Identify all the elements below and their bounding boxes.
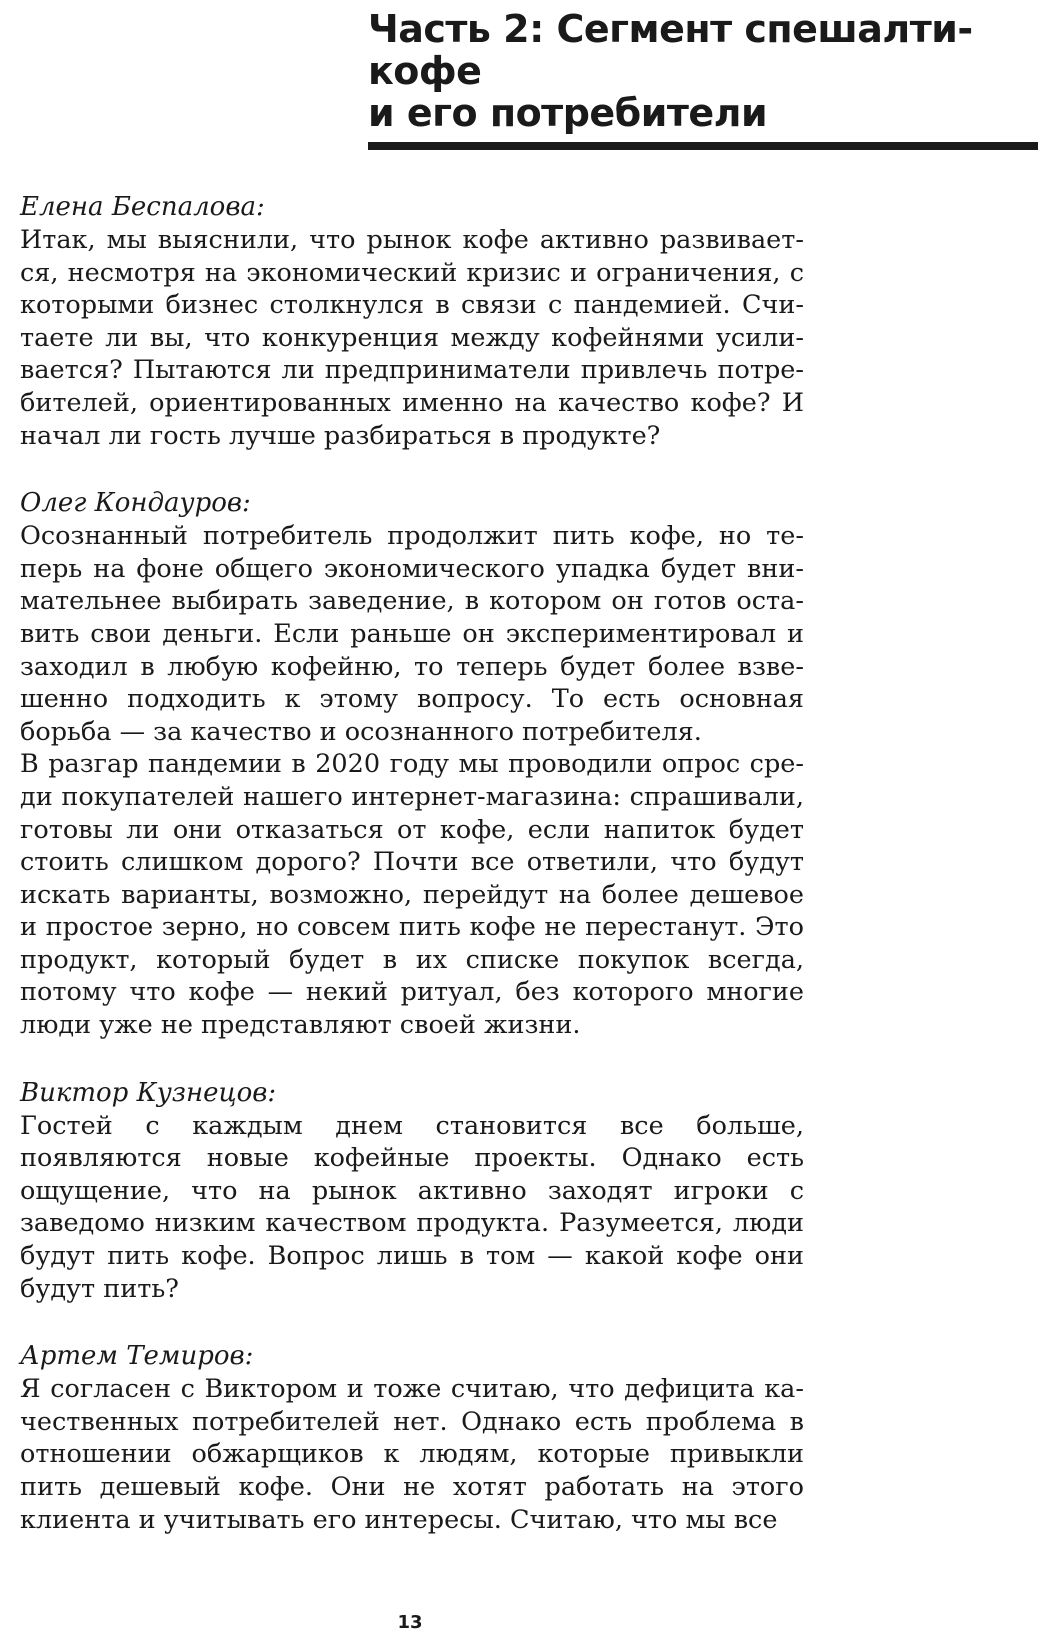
speaker-block <box>20 486 804 1042</box>
speaker-paragraph: Гостей с каждым днем становится все больше, появляются новые кофейные проекты. Однако есть ощущение, что на рынок активно заходят игроки с заведомо низким качеством продукта. Разумеется, люди будут пить кофе. Вопрос лишь в том — какой кофе они будут пить? <box>20 1110 804 1304</box>
speaker-block <box>20 190 804 452</box>
chapter-header <box>368 8 1038 150</box>
speaker-paragraph: Осознанный потребитель продолжит пить кофе, но теперь на фоне общего экономического упадка будет внимательнее выбирать заведение, в котором он готов оставить свои деньги. Если раньше он экспериментировал и заходил в любую кофейню, то теперь будет более взвешенно подходить к этому вопросу. То есть основная борьба — за качество и осознанного потребителя. <box>20 521 804 747</box>
chapter-title <box>368 8 1038 134</box>
chapter-title-line-2: и его потребители <box>368 91 768 135</box>
speaker-paragraph: Итак, мы выяснили, что рынок кофе активно развивается, несмотря на экономический кризис и ограничения, с которыми бизнес столкнулся в связи с пандемией. Считаете ли вы, что конкуренция между кофейнями усиливается? Пытаются ли предприниматели привлечь потребителей, ориентированных именно на качество кофе? И начал ли гость лучше разбираться в продукте? <box>20 225 804 451</box>
speaker-paragraph: В разгар пандемии в 2020 году мы проводили опрос среди покупателей нашего интернет-магазина: спрашивали, готовы ли они отказаться от кофе, если напиток будет стоить слишком дорого? Почти все ответили, что будут искать варианты, возможно, перейдут на более дешевое и простое зерно, но совсем пить кофе не перестанут. Это продукт, который будет в их списке покупок всегда, потому что кофе — некий ритуал, без которого многие люди уже не представляют своей жизни. <box>20 749 804 1041</box>
page-number: 13 <box>397 1612 423 1633</box>
speaker-name: Елена Беспалова: <box>20 192 265 222</box>
chapter-title-line-1: Часть 2: Сегмент спешалти-кофе <box>368 7 973 93</box>
speaker-block <box>20 1076 804 1306</box>
speaker-block <box>20 1339 804 1536</box>
speaker-name: Артем Темиров: <box>20 1341 254 1372</box>
speaker-name: Виктор Кузнецов: <box>20 1077 277 1108</box>
speaker-name: Олег Кондауров: <box>20 488 251 519</box>
speaker-paragraph: Я согласен с Виктором и тоже считаю, что дефицита качественных потребителей нет. Однако есть проблема в отношении обжарщиков к людям, которые привыкли пить дешевый кофе. Они не хотят работать на этого клиента и учитывать его интересы. Считаю, что мы все <box>20 1374 804 1535</box>
interview-body <box>20 190 804 1570</box>
header-rule <box>368 142 1038 150</box>
